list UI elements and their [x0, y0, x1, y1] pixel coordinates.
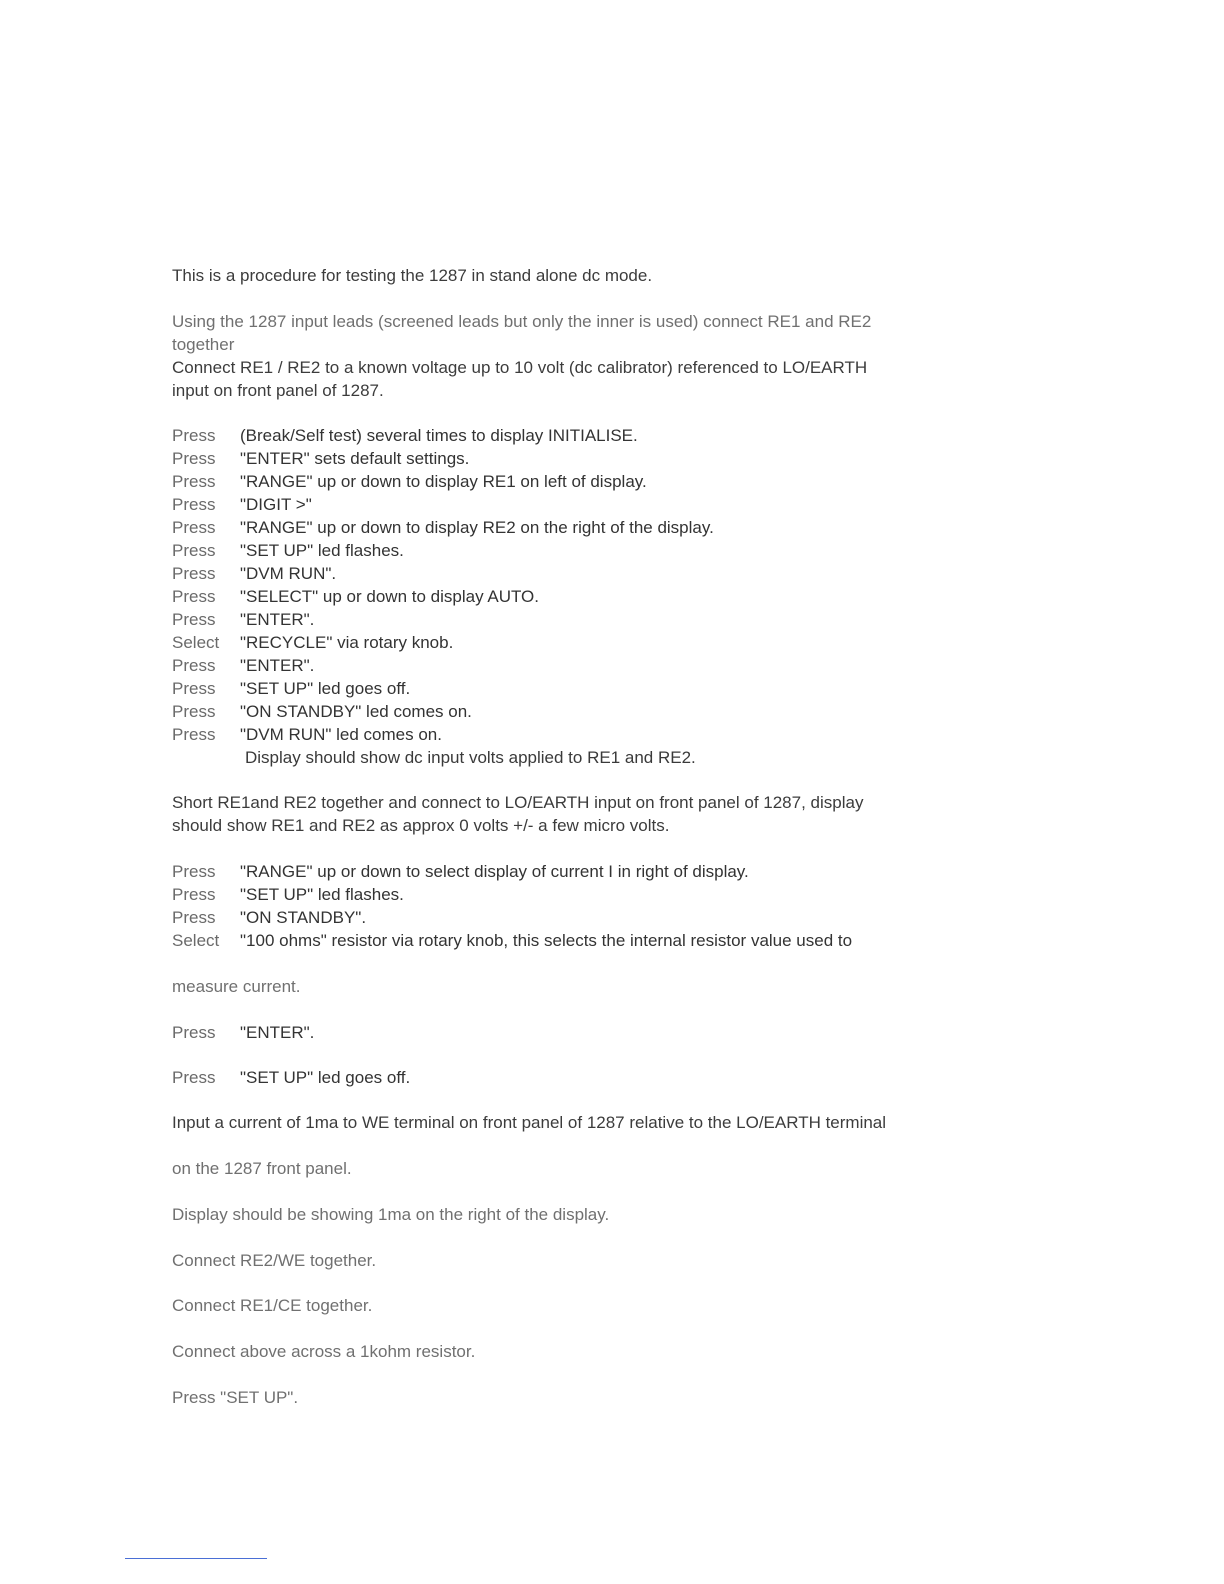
- step-a-14: Press "DVM RUN" led comes on.: [172, 725, 442, 744]
- input-current-line-2: on the 1287 front panel.: [172, 1159, 352, 1178]
- step-a-1: Press (Break/Self test) several times to display INITIALISE.: [172, 426, 638, 445]
- connect-re2-we: Connect RE2/WE together.: [172, 1251, 377, 1270]
- step-a-10: Select "RECYCLE" via rotary knob.: [172, 633, 454, 652]
- intro-text: This is a procedure for testing the 1287 in stand alone dc mode.: [172, 266, 653, 285]
- step-a-7: Press "DVM RUN".: [172, 564, 337, 583]
- step-a-5: Press "RANGE" up or down to display RE2 on the right of the display.: [172, 518, 714, 537]
- setup-line-4: input on front panel of 1287.: [172, 381, 384, 400]
- step-a-4: Press "DIGIT >": [172, 495, 312, 514]
- step-a-2: Press "ENTER" sets default settings.: [172, 449, 470, 468]
- press-setup-final: Press "SET UP".: [172, 1388, 299, 1407]
- step-a-13: Press "ON STANDBY" led comes on.: [172, 702, 472, 721]
- step-b-2: Press "SET UP" led flashes.: [172, 885, 404, 904]
- measure-current-text: measure current.: [172, 977, 301, 996]
- footnote-divider: [125, 1558, 267, 1559]
- step-setup-off: Press "SET UP" led goes off.: [172, 1068, 411, 1087]
- short-para-line-2: should show RE1 and RE2 as approx 0 volts +/- a few micro volts.: [172, 816, 670, 835]
- short-para-line-1: Short RE1and RE2 together and connect to LO/EARTH input on front panel of 1287, display: [172, 793, 864, 812]
- setup-line-3: Connect RE1 / RE2 to a known voltage up to 10 volt (dc calibrator) referenced to LO/EARTH: [172, 358, 868, 377]
- step-a-6: Press "SET UP" led flashes.: [172, 541, 404, 560]
- step-b-4: Select "100 ohms" resistor via rotary knob, this selects the internal resistor value used to: [172, 931, 853, 950]
- step-a-3: Press "RANGE" up or down to display RE1 on left of display.: [172, 472, 647, 491]
- step-a-11: Press "ENTER".: [172, 656, 315, 675]
- step-press-enter: Press "ENTER".: [172, 1023, 315, 1042]
- display-note: Display should show dc input volts applied to RE1 and RE2.: [245, 748, 696, 767]
- display-1ma-text: Display should be showing 1ma on the right of the display.: [172, 1205, 610, 1224]
- setup-line-2: together: [172, 335, 235, 354]
- input-current-line-1: Input a current of 1ma to WE terminal on front panel of 1287 relative to the LO/EARTH terminal: [172, 1113, 887, 1132]
- step-b-3: Press "ON STANDBY".: [172, 908, 367, 927]
- step-a-12: Press "SET UP" led goes off.: [172, 679, 411, 698]
- connect-resistor: Connect above across a 1kohm resistor.: [172, 1342, 476, 1361]
- step-b-1: Press "RANGE" up or down to select display of current I in right of display.: [172, 862, 749, 881]
- setup-line-1: Using the 1287 input leads (screened leads but only the inner is used) connect RE1 and RE2: [172, 312, 872, 331]
- connect-re1-ce: Connect RE1/CE together.: [172, 1296, 373, 1315]
- step-a-9: Press "ENTER".: [172, 610, 315, 629]
- step-a-8: Press "SELECT" up or down to display AUTO.: [172, 587, 540, 606]
